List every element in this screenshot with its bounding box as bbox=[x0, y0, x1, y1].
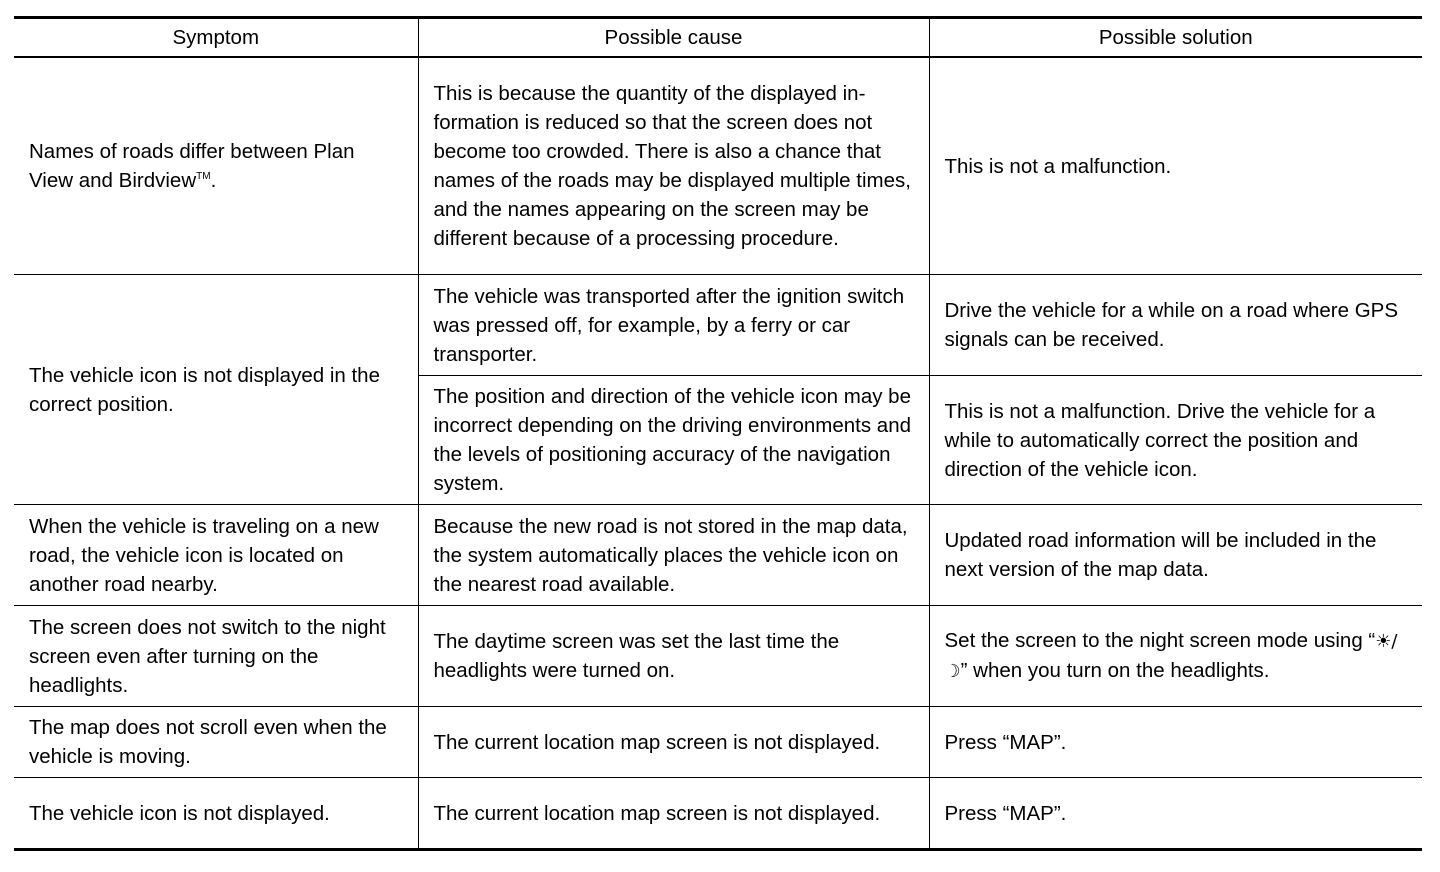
troubleshooting-table bbox=[14, 16, 1422, 851]
solution-cell: This is not a malfunction. Drive the vehicle for a while to automatically correct the position and direction of the vehicle icon. bbox=[929, 376, 1422, 505]
symptom-cell: The vehicle icon is not displayed. bbox=[14, 778, 418, 850]
solution-cell: Press “MAP”. bbox=[929, 778, 1422, 850]
solution-text: Set the screen to the night screen mode using “ bbox=[944, 629, 1376, 652]
solution-cell: Drive the vehicle for a while on a road where GPS signals can be received. bbox=[929, 275, 1422, 376]
header-possible-solution: Possible solution bbox=[929, 18, 1422, 58]
symptom-cell: When the vehicle is traveling on a new road, the vehicle icon is located on another road nearby. bbox=[14, 505, 418, 606]
symptom-text: Names of roads differ between Plan View and Birdview bbox=[29, 140, 355, 192]
cause-cell: The current location map screen is not displayed. bbox=[418, 778, 929, 850]
table-row bbox=[14, 505, 1422, 606]
cause-cell: The vehicle was transported after the ignition switch was pressed off, for example, by a ferry or car transporter. bbox=[418, 275, 929, 376]
cause-cell: The daytime screen was set the last time the headlights were turned on. bbox=[418, 606, 929, 707]
header-possible-cause: Possible cause bbox=[418, 18, 929, 58]
solution-cell: Press “MAP”. bbox=[929, 707, 1422, 778]
symptom-cell: The map does not scroll even when the vehicle is moving. bbox=[14, 707, 418, 778]
table-row bbox=[14, 275, 1422, 376]
solution-cell: This is not a malfunction. bbox=[929, 57, 1422, 275]
cause-cell: Because the new road is not stored in the map data, the system automatically places the vehicle icon on the nearest road available. bbox=[418, 505, 929, 606]
cause-cell: The position and direction of the vehicle icon may be incorrect depending on the driving environments and the levels of positioning accuracy of the navigation system. bbox=[418, 376, 929, 505]
header-symptom: Symptom bbox=[14, 18, 418, 58]
cause-cell: This is because the quantity of the displayed information is reduced so that the screen does not become too crowded. There is also a chance that names of the roads may be displayed multiple times, and the names appearing on the screen may be different because of a processing procedure. bbox=[418, 57, 929, 275]
table-row bbox=[14, 57, 1422, 275]
solution-cell bbox=[929, 606, 1422, 707]
table-row bbox=[14, 606, 1422, 707]
trademark-mark: TM bbox=[196, 171, 211, 183]
symptom-cell: The vehicle icon is not displayed in the correct position. bbox=[14, 275, 418, 505]
day-night-icon: ☀/☽ bbox=[944, 631, 1398, 682]
solution-cell: Updated road information will be included in the next version of the map data. bbox=[929, 505, 1422, 606]
table-row bbox=[14, 707, 1422, 778]
symptom-text-end: . bbox=[210, 169, 217, 192]
troubleshooting-table-container bbox=[14, 16, 1422, 851]
symptom-cell bbox=[14, 57, 418, 275]
table-row bbox=[14, 778, 1422, 850]
symptom-cell: The screen does not switch to the night screen even after turning on the headlights. bbox=[14, 606, 418, 707]
cause-cell: The current location map screen is not displayed. bbox=[418, 707, 929, 778]
header-row bbox=[14, 18, 1422, 58]
solution-text-end: ” when you turn on the headlights. bbox=[960, 659, 1270, 682]
